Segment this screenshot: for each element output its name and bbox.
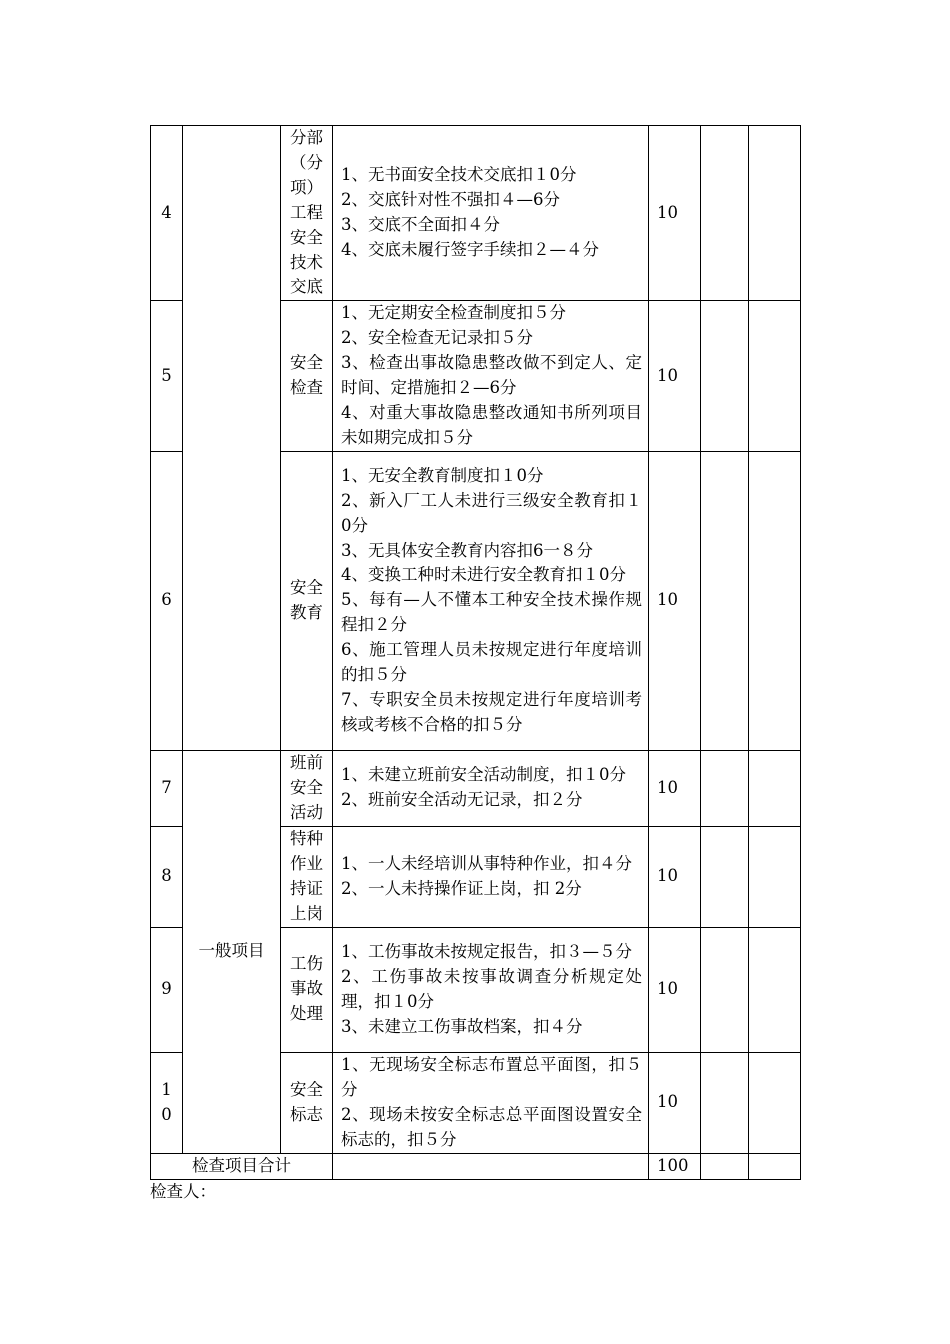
actual-score-cell [749, 1052, 801, 1153]
deduction-standard-cell: 1、未建立班前安全活动制度，扣１0分 2、班前安全活动无记录，扣２分 [333, 750, 649, 826]
deducted-score-cell [701, 826, 749, 927]
category-cell: 一般项目 [183, 750, 281, 1153]
deduction-standard-cell: 1、无安全教育制度扣１0分 2、新入厂工人未进行三级安全教育扣１0分 3、无具体安全教育内容扣6一８分 4、变换工种时未进行安全教育扣１0分 5、每有—人不懂本工种安全技术操作规程扣２分 6、施工管理人员未按规定进行年度培训的扣５分 7、专职安全员未按规定进行年度培训考核或考核不合格的扣５分 [333, 451, 649, 750]
actual-score-cell [749, 301, 801, 451]
row-number-cell: 8 [151, 826, 183, 927]
deducted-score-cell [701, 750, 749, 826]
check-item-cell: 分部（分项）工程安全技术交底 [281, 126, 333, 301]
score-cell: 10 [649, 826, 701, 927]
table-row [151, 126, 801, 301]
deducted-score-cell [701, 1052, 749, 1153]
total-deducted-cell [701, 1153, 749, 1179]
actual-score-cell [749, 750, 801, 826]
total-row [151, 1153, 801, 1179]
check-item-cell: 特种作业持证上岗 [281, 826, 333, 927]
deducted-score-cell [701, 451, 749, 750]
row-number-cell: 9 [151, 927, 183, 1052]
deducted-score-cell [701, 301, 749, 451]
score-cell: 10 [649, 1052, 701, 1153]
category-cell-top [183, 126, 281, 751]
deducted-score-cell [701, 126, 749, 301]
total-score-cell: 100 [649, 1153, 701, 1179]
check-item-cell: 班前安全活动 [281, 750, 333, 826]
safety-inspection-table [150, 125, 801, 1180]
deducted-score-cell [701, 927, 749, 1052]
total-label-cell: 检查项目合计 [151, 1153, 333, 1179]
deduction-standard-cell: 1、一人未经培训从事特种作业，扣４分 2、一人未持操作证上岗，扣 2分 [333, 826, 649, 927]
deduction-standard-cell: 1、工伤事故未按规定报告，扣３—５分 2、工伤事故未按事故调查分析规定处理，扣１0分 3、未建立工伤事故档案，扣４分 [333, 927, 649, 1052]
actual-score-cell [749, 826, 801, 927]
row-number-cell: 6 [151, 451, 183, 750]
deduction-standard-cell: 1、无现场安全标志布置总平面图，扣５分 2、现场未按安全标志总平面图设置安全标志的，扣５分 [333, 1052, 649, 1153]
row-number-cell: 10 [151, 1052, 183, 1153]
actual-score-cell [749, 927, 801, 1052]
row-number-cell: 7 [151, 750, 183, 826]
score-cell: 10 [649, 927, 701, 1052]
check-item-cell: 安全教育 [281, 451, 333, 750]
score-cell: 10 [649, 750, 701, 826]
inspector-label: 检查人： [150, 1182, 216, 1201]
score-cell: 10 [649, 301, 701, 451]
check-item-cell: 安全检查 [281, 301, 333, 451]
row-number-cell: 5 [151, 301, 183, 451]
table-row [151, 750, 801, 826]
total-standard-cell [333, 1153, 649, 1179]
score-cell: 10 [649, 451, 701, 750]
actual-score-cell [749, 451, 801, 750]
check-item-cell: 工伤事故处理 [281, 927, 333, 1052]
row-number-cell: 4 [151, 126, 183, 301]
score-cell: 10 [649, 126, 701, 301]
check-item-cell: 安全标志 [281, 1052, 333, 1153]
deduction-standard-cell: 1、无定期安全检查制度扣５分 2、安全检查无记录扣５分 3、检查出事故隐患整改做不到定人、定时间、定措施扣２—6分 4、对重大事故隐患整改通知书所列项目未如期完成扣５分 [333, 301, 649, 451]
deduction-standard-cell: 1、无书面安全技术交底扣１0分 2、交底针对性不强扣４—6分 3、交底不全面扣４分 4、交底未履行签字手续扣２—４分 [333, 126, 649, 301]
actual-score-cell [749, 126, 801, 301]
total-actual-cell [749, 1153, 801, 1179]
